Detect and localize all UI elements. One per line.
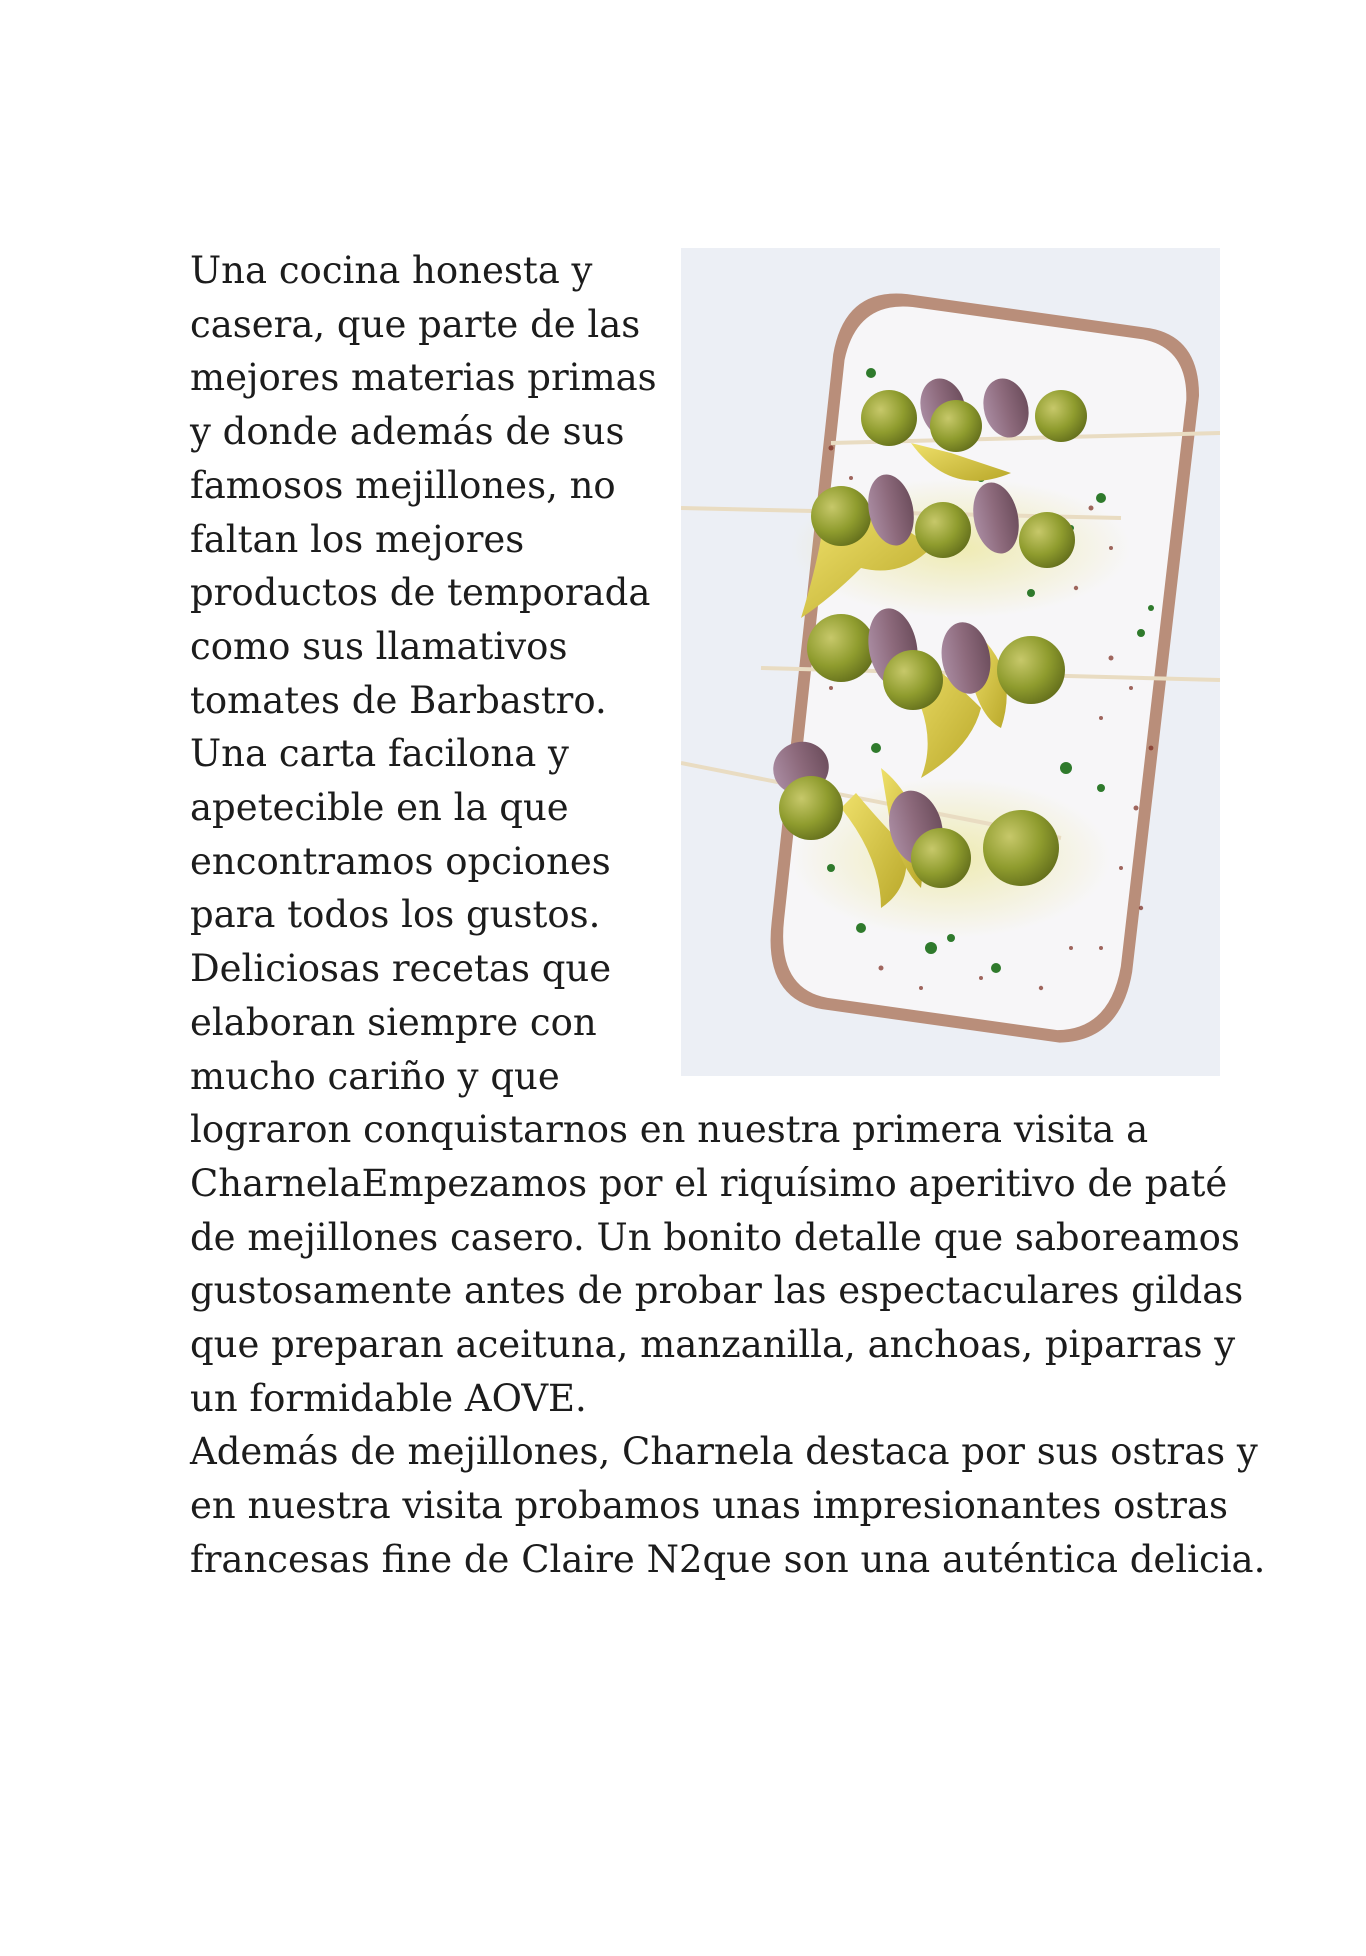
text-line: como sus llamativos (190, 624, 568, 668)
gildas-illustration (681, 248, 1220, 1076)
text-line: tomates de Barbastro. (190, 678, 607, 722)
text-line: Una carta facilona y (190, 732, 569, 776)
text-line: mejores materias primas (190, 356, 657, 400)
text-line: en nuestra visita probamos unas impresionantes ostras (190, 1484, 1229, 1528)
text-line: encontramos opciones (190, 839, 611, 883)
text-line: para todos los gustos. (190, 893, 601, 937)
text-line: Una cocina honesta y (190, 249, 593, 292)
text-line: que preparan aceituna, manzanilla, anchoas, piparras y (190, 1323, 1236, 1367)
text-line: famosos mejillones, no (190, 463, 616, 507)
text-line: faltan los mejores (190, 517, 525, 561)
article-body (190, 244, 1266, 1587)
text-line: CharnelaEmpezamos por el riquísimo aperitivo de paté (190, 1161, 1228, 1205)
text-line: productos de temporada (190, 571, 651, 615)
text-line: un formidable AOVE. (190, 1376, 587, 1420)
text-line: mucho cariño y que (190, 1054, 560, 1098)
gildas-photo (681, 248, 1220, 1076)
text-line: casera, que parte de las (190, 302, 641, 346)
text-line: gustosamente antes de probar las espectaculares gildas (190, 1269, 1244, 1313)
text-line: Además de mejillones, Charnela destaca por sus ostras y (190, 1430, 1258, 1474)
text-line: lograron conquistarnos en nuestra primera visita a (190, 1108, 1149, 1152)
text-line: y donde además de sus (190, 410, 625, 454)
text-line: apetecible en la que (190, 786, 569, 830)
text-line: de mejillones casero. Un bonito detalle que saboreamos (190, 1215, 1240, 1259)
text-line: elaboran siempre con (190, 1000, 597, 1044)
text-line: Deliciosas recetas que (190, 947, 612, 991)
text-line: francesas fine de Claire N2que son una auténtica delicia. (190, 1537, 1266, 1581)
